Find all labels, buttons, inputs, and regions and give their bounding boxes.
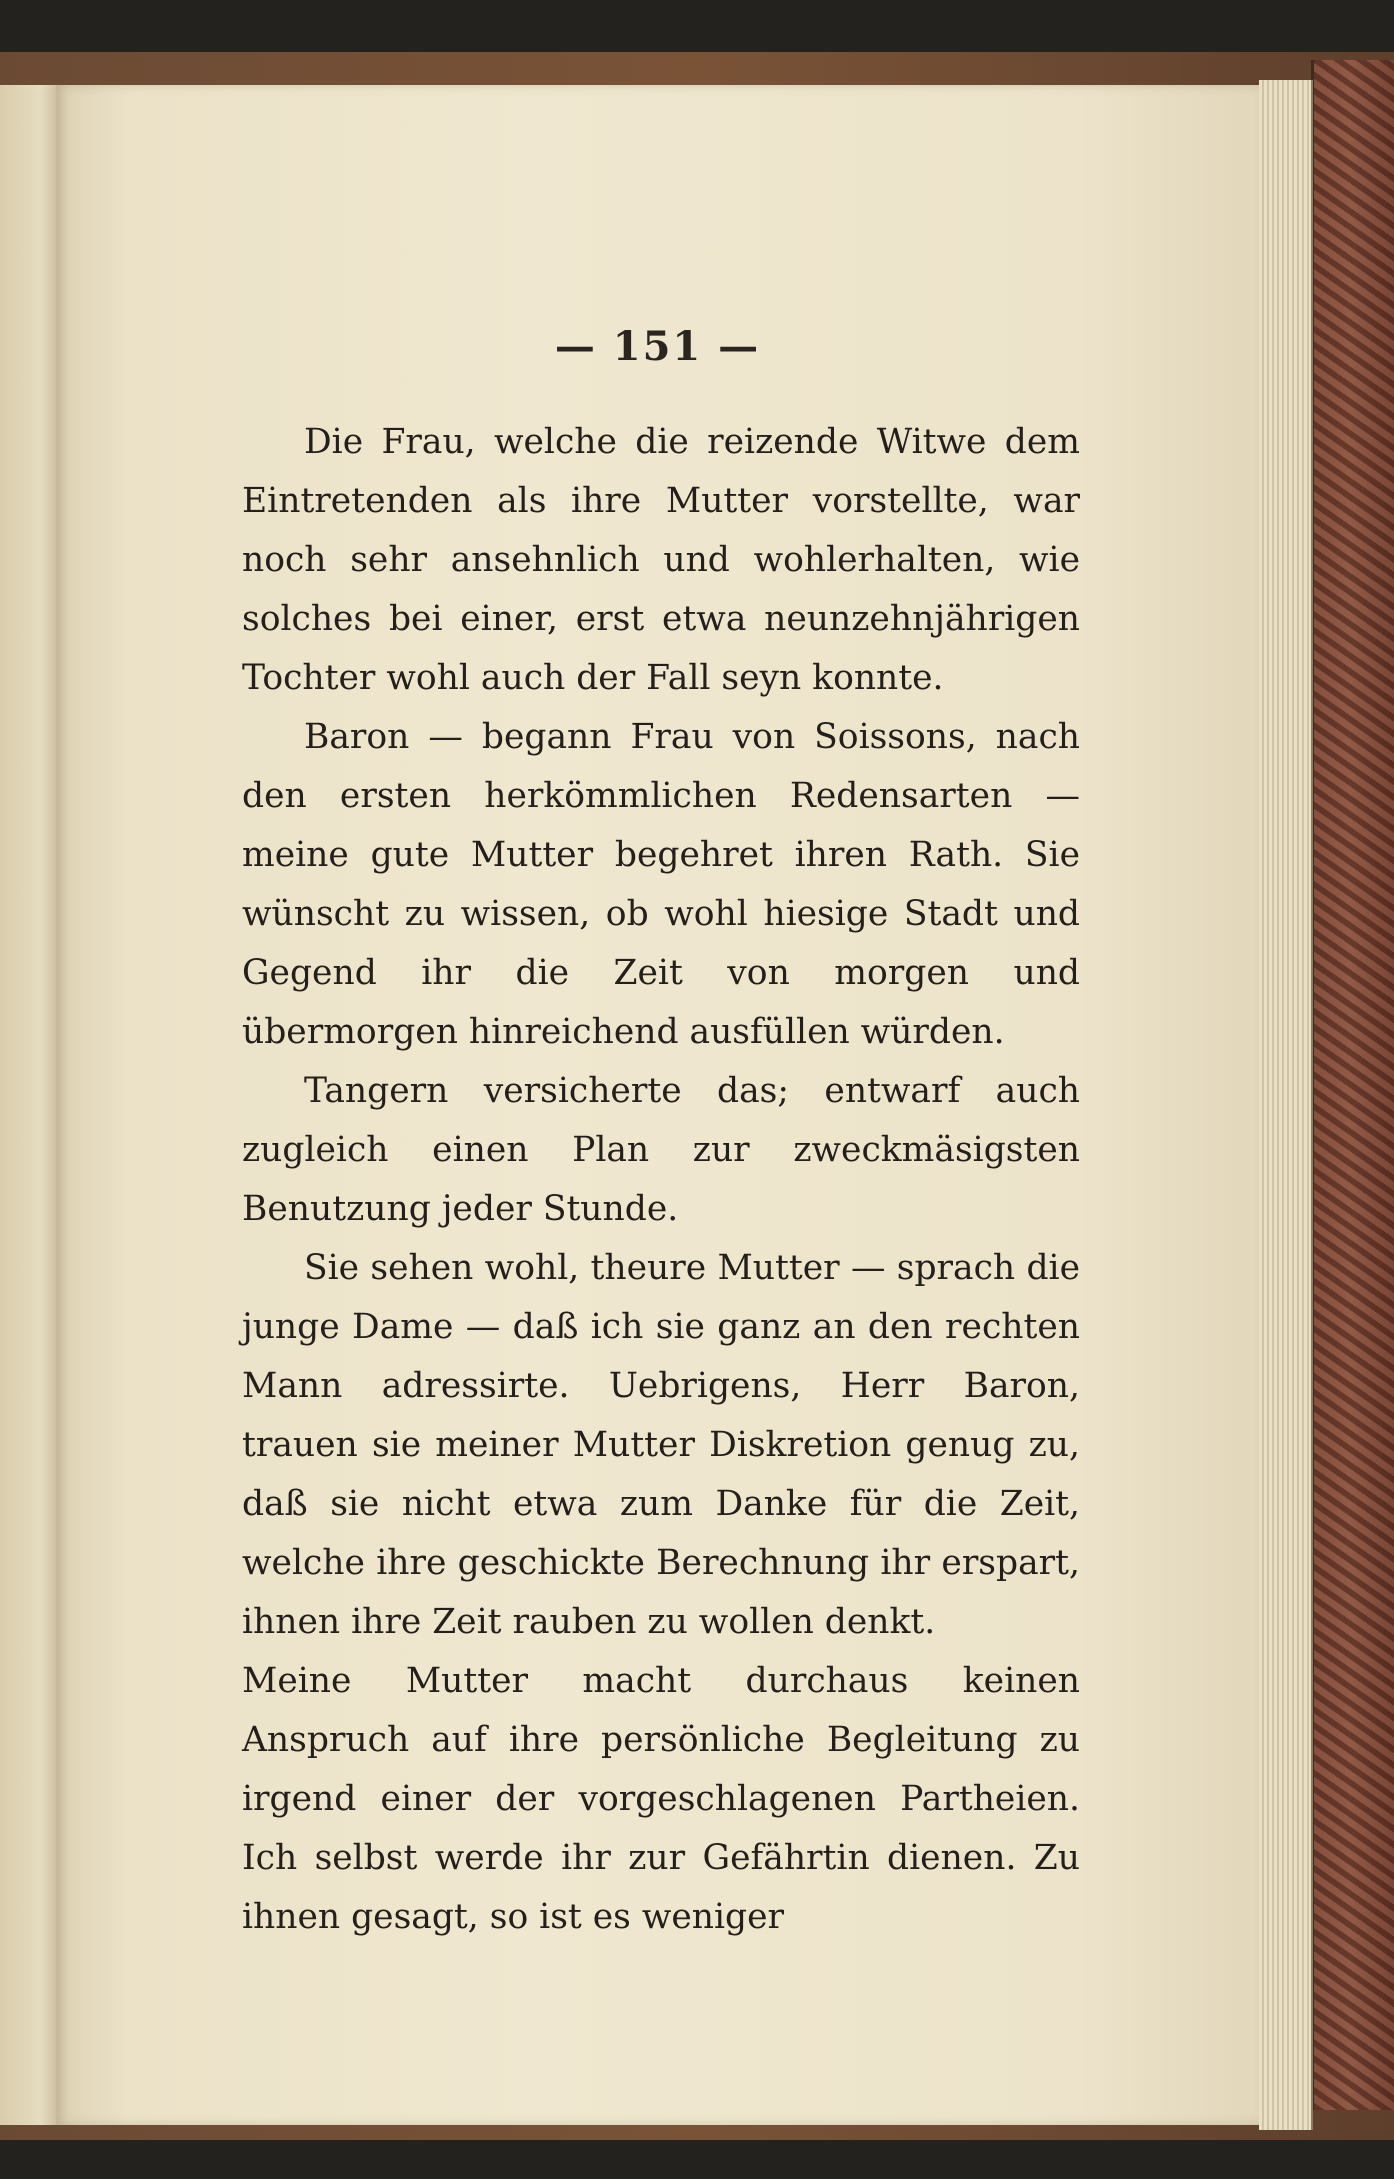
left-page-edge <box>0 85 60 2125</box>
marbled-cover-edge <box>1311 60 1394 2110</box>
paragraph: Meine Mutter macht durchaus keinen Anspruch auf ihre persönliche Begleitung zu irgend einer der vorgeschlagenen Partheien. Ich selbst werde ihr zur Gefährtin dienen. Zu ihnen gesagt, so ist es weniger <box>242 1661 1080 1937</box>
page-number: — 151 — <box>554 323 761 370</box>
book-page <box>56 85 1259 2125</box>
paragraph: Sie sehen wohl, theure Mutter — sprach die junge Dame — daß ich sie ganz an den rechten Mann adressirte. Uebrigens, Herr Baron, trauen sie meiner Mutter Diskretion genug zu, daß sie nicht etwa zum Danke für die Zeit, welche ihre geschickte Berechnung ihr erspart, ihnen ihre Zeit rauben zu wollen denkt. <box>242 1248 1080 1642</box>
paragraph: Die Frau, welche die reizende Witwe dem Eintretenden als ihre Mutter vorstellte, war noch sehr ansehnlich und wohlerhalten, wie solches bei einer, erst etwa neunzehnjährigen Tochter wohl auch der Fall seyn konnte. <box>242 422 1080 698</box>
paragraph: Tangern versicherte das; entwarf auch zugleich einen Plan zur zweckmäsigsten Benutzung jeder Stunde. <box>242 1071 1080 1229</box>
paragraph: Baron — begann Frau von Soissons, nach den ersten herkömmlichen Redensarten — meine gute Mutter begehret ihren Rath. Sie wünscht zu wissen, ob wohl hiesige Stadt und Gegend ihr die Zeit von morgen und übermorgen hinreichend ausfüllen würden. <box>242 717 1080 1052</box>
page-text <box>242 413 1080 1947</box>
page-stack-edge <box>1259 80 1313 2130</box>
